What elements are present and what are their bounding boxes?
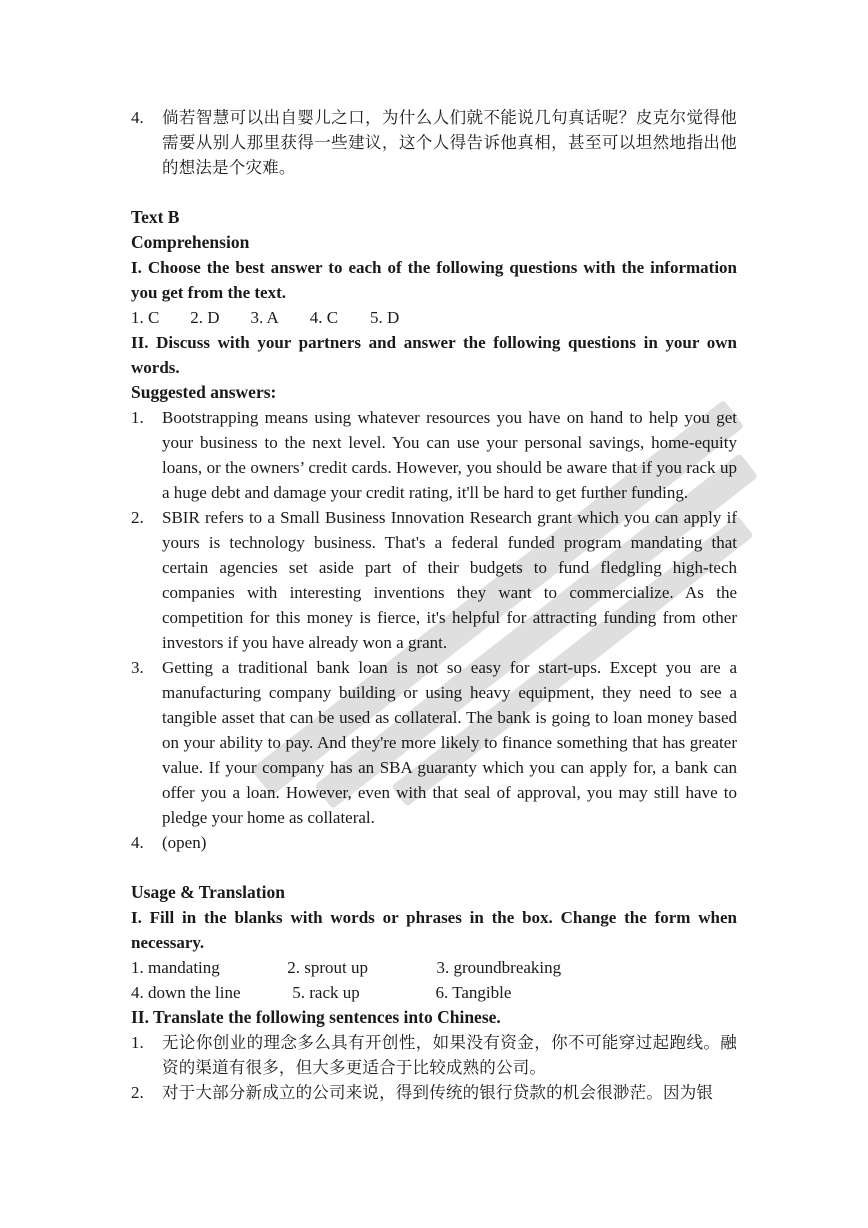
answer-text: Bootstrapping means using whatever resources you have on hand to help you get your business to the next level. You can use your personal savings, home-equity loans, or the owners’ credit cards. However, you should be aware that if you rack up a huge debt and damage your credit rating, it'll be hard to get further funding. — [162, 408, 737, 502]
translation-text: 无论你创业的理念多么具有开创性，如果没有资金，你不可能穿过起跑线。融资的渠道有很多，但大多更适合于比较成熟的公司。 — [162, 1033, 737, 1077]
answer-key: 5. rack up — [292, 983, 360, 1002]
answer-key-row — [131, 980, 511, 1005]
exercise-heading: I. Fill in the blanks with words or phrases in the box. Change the form when necessary. — [131, 908, 737, 952]
list-number: 4. — [131, 108, 144, 127]
suggested-answers-label: Suggested answers: — [131, 382, 277, 402]
subsection-title: Comprehension — [131, 232, 250, 252]
answer-key: 2. D — [190, 308, 220, 327]
list-number: 1. — [131, 1033, 144, 1052]
translation-text: 倘若智慧可以出自婴儿之口，为什么人们就不能说几句真话呢？皮克尔觉得他需要从别人那里获得一些建议，这个人得告诉他真相，甚至可以坦然地指出他的想法是个灾难。 — [162, 108, 737, 177]
answer-text: SBIR refers to a Small Business Innovation Research grant which you can apply if yours is technology business. That's a federal funded program mandating that certain agencies set aside part of their budgets to fund fledgling high-tech companies with interesting inventions they want to commercialize. As the competition for this money is fierce, it's helpful for attracting funding from other investors if you have already won a grant. — [162, 508, 737, 652]
exercise-heading: I. Choose the best answer to each of the following questions with the information you get from the text. — [131, 258, 737, 302]
answer-key: 3. A — [250, 308, 279, 327]
list-number: 4. — [131, 833, 144, 852]
answer-key-row — [131, 955, 561, 980]
answer-key: 3. groundbreaking — [436, 958, 562, 977]
exercise-heading: II. Discuss with your partners and answer the following questions in your own words. — [131, 333, 737, 377]
answer-key: 1. C — [131, 308, 160, 327]
exercise-heading: II. Translate the following sentences into Chinese. — [131, 1007, 501, 1027]
answer-key: 4. C — [309, 308, 339, 327]
answer-key: 5. D — [370, 308, 400, 327]
answer-key: 6. Tangible — [435, 983, 512, 1002]
answer-text: (open) — [162, 833, 207, 852]
list-number: 1. — [131, 408, 144, 427]
list-number: 3. — [131, 658, 144, 677]
answer-key-row — [131, 305, 399, 330]
section-title: Text B — [131, 207, 180, 227]
answer-key: 4. down the line — [131, 983, 241, 1002]
list-number: 2. — [131, 1083, 144, 1102]
answer-key: 2. sprout up — [287, 958, 368, 977]
translation-text: 对于大部分新成立的公司来说，得到传统的银行贷款的机会很渺茫。因为银 — [162, 1083, 714, 1102]
answer-key: 1. mandating — [131, 958, 220, 977]
section-title: Usage & Translation — [131, 882, 285, 902]
list-number: 2. — [131, 508, 144, 527]
answer-text: Getting a traditional bank loan is not so easy for start-ups. Except you are a manufacturing company building or using heavy equipment, they need to see a tangible asset that can be used as collateral. The bank is going to loan money based on your ability to pay. And they're more likely to finance something that has greater value. If your company has an SBA guaranty which you can apply for, a bank can offer you a loan. However, even with that seal of approval, you may still have to pledge your home as collateral. — [162, 658, 737, 827]
